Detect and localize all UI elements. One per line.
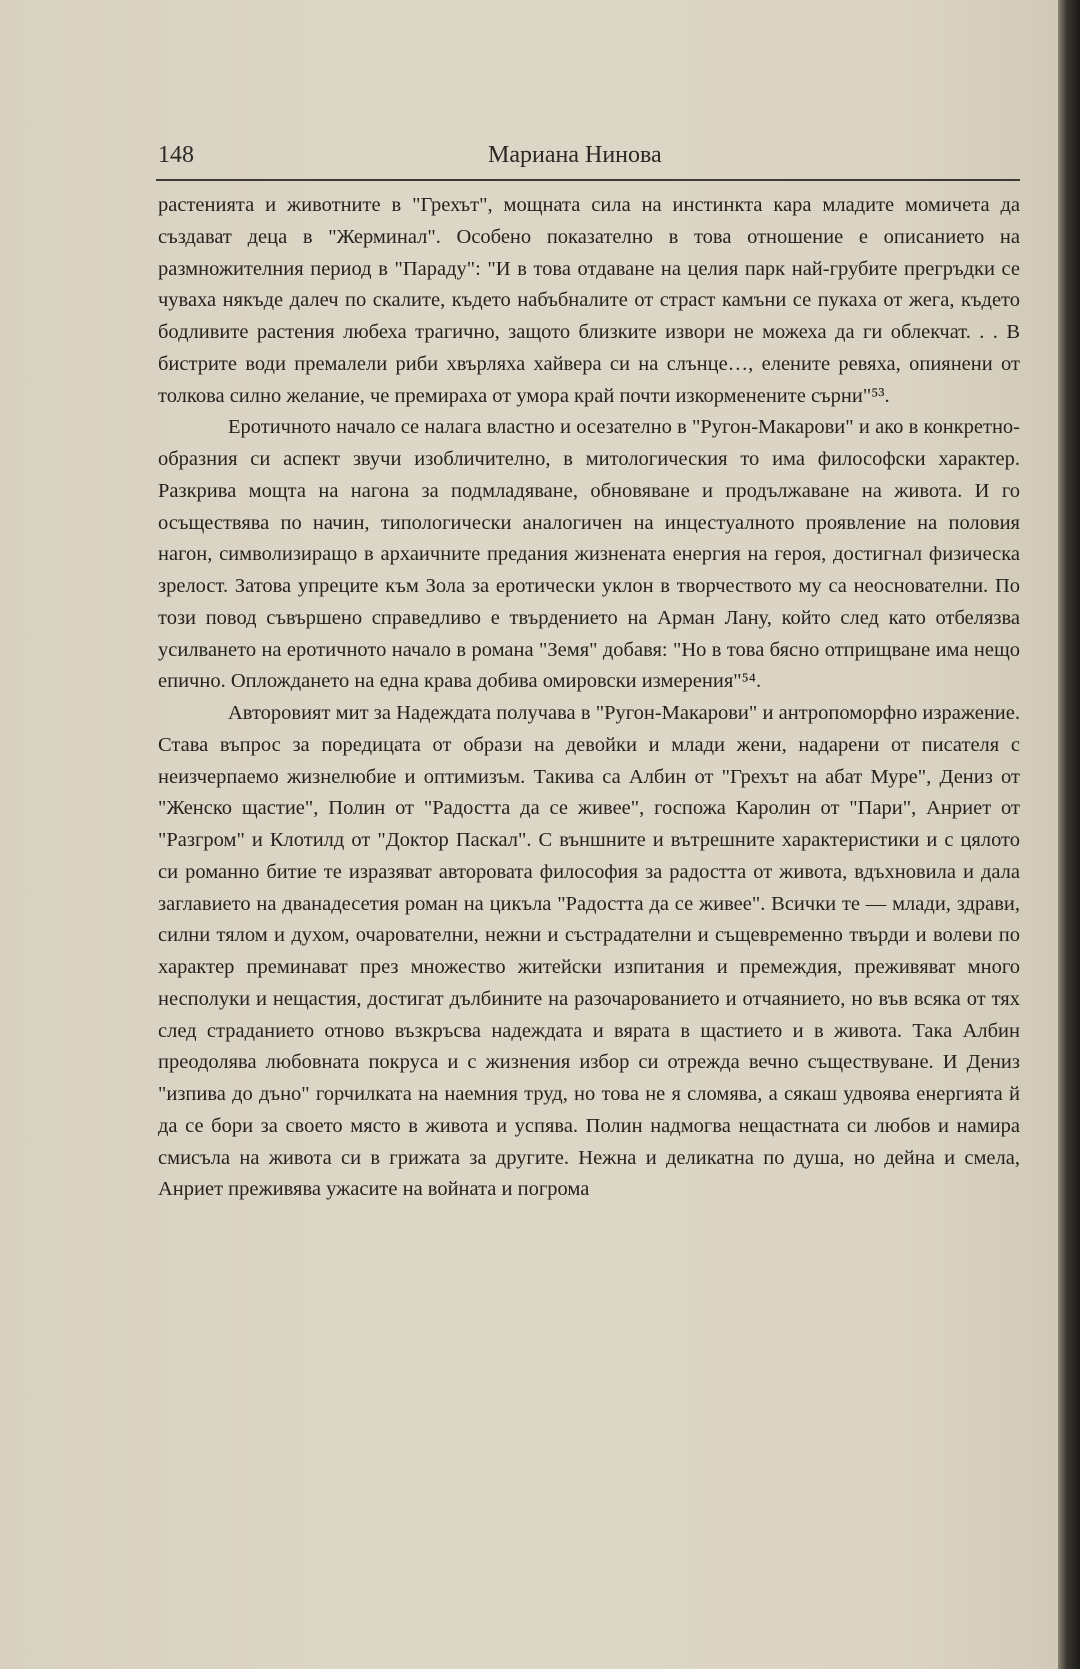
header-rule [156, 179, 1020, 181]
book-binding-edge [1058, 0, 1080, 1669]
running-title: Мариана Нинова [488, 142, 662, 168]
body-text [158, 190, 1020, 1206]
page-header [158, 142, 1020, 176]
paragraph-1: растенията и животните в "Грехът", мощната сила на инстинкта кара младите момичета да създават деца в "Жерминал". Особено показателно в това отношение е описанието на размножителния период в "Параду": "И в това отдаване на целия парк най-грубите прегръдки се чуваха някъде далеч по скалите, където набъбналите от страст камъни се пукаха от жега, където бодливите растения любеха трагично, защото близките извори не можеха да ги облекчат. . . В бистрите води премалели риби хвърляха хайвера си на слънце…, елените ревяха, опиянени от толкова силно желание, че премираха от умора край почти изкорменените сърни"⁵³. [158, 194, 1020, 407]
page-number: 148 [158, 142, 194, 168]
paragraph-2: Еротичното начало се налага властно и осезателно в "Ругон-Макарови" и ако в конкретно-образния си аспект звучи изобличително, в митологическия то има философски характер. Разкрива мощта на нагона за подмладяване, обновяване и продължаване на живота. И го осъществява по начин, типологически аналогичен на инцестуалното проявление на половия нагон, символизиращо в архаичните предания жизнената енергия на героя, достигнал физическа зрелост. Затова упреците към Зола за еротически уклон в творчеството му са неоснователни. По този повод съвършено справедливо е твърдението на Арман Лану, който след като отбелязва усилването на еротичното начало в романа "Земя" добавя: "Но в това бясно отприщване има нещо епично. Оплождането на една крава добива омировски измерения"⁵⁴. [158, 416, 1020, 693]
paragraph-3: Авторовият мит за Надеждата получава в "Ругон-Макарови" и антропоморфно изражение. Става въпрос за поредицата от образи на девойки и млади жени, надарени от писателя с неизчерпаемо жизнелюбие и оптимизъм. Такива са Албин от "Грехът на абат Муре", Дениз от "Женско щастие", Полин от "Радостта да се живее", госпожа Каролин от "Пари", Анриет от "Разгром" и Клотилд от "Доктор Паскал". С външните и вътрешните характеристики и с цялото си романно битие те изразяват авторовата философия за радостта от живота, вдъхновила и дала заглавието на дванадесетия роман на цикъла "Радостта да се живее". Всички те — млади, здрави, силни тялом и духом, очарователни, нежни и състрадателни и същевременно твърди и волеви по характер преминават през множество житейски изпитания и премеждия, преживяват много несполуки и нещастия, достигат дълбините на разочарованието и отчаянието, но във всяка от тях след страданието отново възкръсва надеждата и вярата в щастието и в живота. Така Албин преодолява любовната покруса и с жизнения избор си отрежда вечно съществуване. И Дениз "изпива до дъно" горчилката на наемния труд, но това не я сломява, а сякаш удвоява енергията й да се бори за своето място в живота и успява. Полин надмогва нещастната си любов и намира смисъла на живота си в грижата за другите. Нежна и деликатна по душа, но дейна и смела, Анриет преживява ужасите на войната и погрома [158, 702, 1020, 1201]
